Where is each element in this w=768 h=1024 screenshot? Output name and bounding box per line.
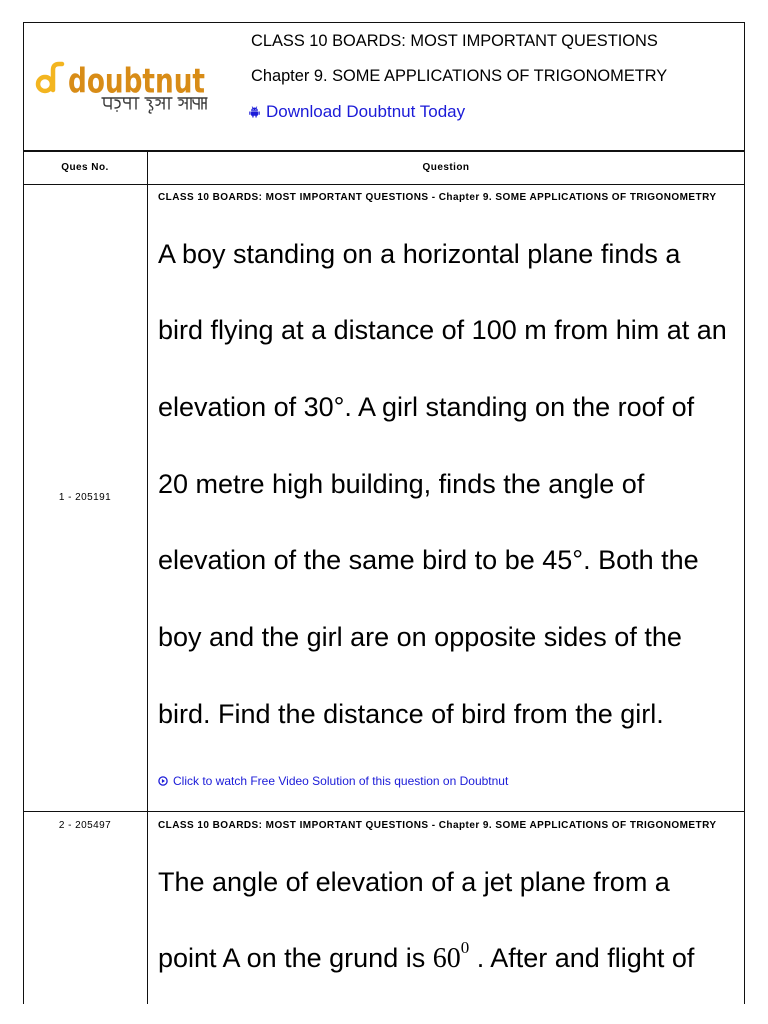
question-number-cell	[23, 184, 147, 811]
math-expression	[432, 938, 470, 975]
question-line: bird flying at a distance of 100 m from him at an	[158, 315, 727, 346]
question-text	[158, 844, 694, 997]
page-title: CLASS 10 BOARDS: MOST IMPORTANT QUESTIONS	[251, 32, 658, 50]
question-line: elevation of 30°. A girl standing on the roof of	[158, 391, 695, 422]
question-number: 2 - 205497	[58, 820, 112, 831]
question-line: boy and the girl are on opposite sides of the	[158, 621, 682, 652]
question-line-with-math	[158, 920, 694, 997]
math-base: 60	[432, 943, 461, 975]
question-line: The angle of elevation of a jet plane from a	[158, 866, 670, 897]
question-line: bird. Find the distance of bird from the girl.	[158, 698, 664, 729]
question-line: A boy standing on a horizontal plane finds a	[158, 238, 681, 269]
chapter-title: Chapter 9. SOME APPLICATIONS OF TRIGONOMETRY	[251, 67, 668, 85]
android-icon	[249, 106, 260, 118]
math-superscript: 0	[460, 938, 470, 958]
logo-wordmark: doubtnut	[68, 61, 205, 102]
download-app-link[interactable]	[249, 102, 465, 122]
question-line: 20 metre high building, finds the angle of	[158, 468, 645, 499]
watch-video-solution-link[interactable]	[158, 774, 508, 788]
question-text	[158, 216, 727, 753]
doubtnut-d-icon	[38, 64, 62, 91]
question-source: CLASS 10 BOARDS: MOST IMPORTANT QUESTIONS - Chapter 9. SOME APPLICATIONS OF TRIGONOMETRY	[158, 192, 717, 203]
column-header-ques-no: Ques No.	[61, 162, 109, 173]
math-line-before: point A on the grund is	[158, 943, 433, 974]
question-source: CLASS 10 BOARDS: MOST IMPORTANT QUESTIONS - Chapter 9. SOME APPLICATIONS OF TRIGONOMETRY	[158, 820, 717, 831]
math-line-after: . After and flight of	[469, 943, 695, 974]
tagline-nukta	[116, 110, 118, 112]
question-number: 1 - 205191	[58, 492, 112, 503]
download-link-label: Download Doubtnut Today	[266, 102, 466, 121]
question-number-cell	[23, 819, 147, 833]
row-divider	[23, 811, 745, 812]
video-link-label: Click to watch Free Video Solution of this question on Doubtnut	[173, 774, 509, 788]
logo-tagline	[102, 94, 208, 114]
play-circle-icon	[158, 776, 168, 786]
question-line: elevation of the same bird to be 45°. Both the	[158, 545, 699, 576]
column-header-question: Question	[422, 162, 470, 173]
